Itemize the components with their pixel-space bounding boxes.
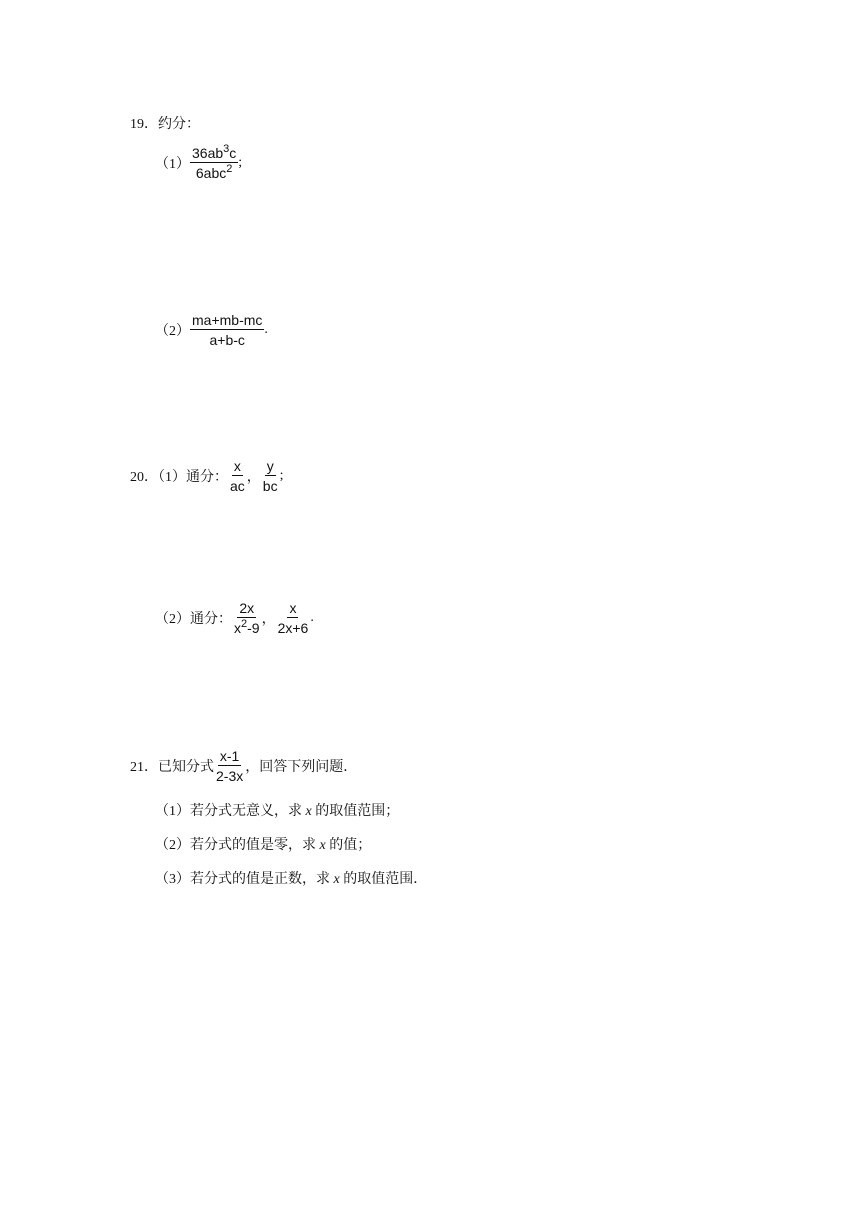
q21-item-3-text-a: （3）若分式的值是正数，求: [155, 872, 334, 887]
q19-part2-tail: .: [264, 322, 268, 337]
q20-part2: [155, 601, 314, 635]
q19-part1-tail: ;: [238, 155, 243, 170]
q21-item-3-var: x: [333, 872, 340, 887]
fraction-numerator: ma+mb-mc: [192, 312, 263, 328]
q21-item-3: [155, 868, 427, 888]
q20-part2-separator: ，: [261, 612, 276, 627]
q21-item-1-var: x: [305, 804, 312, 819]
fraction-numerator: x-1: [219, 748, 240, 764]
q19-part2-label: （2）: [155, 324, 190, 339]
fraction-denominator: bc: [262, 478, 278, 494]
q20-part1-fraction-2: [261, 459, 280, 493]
fraction-numerator: $36ab^3c$: [192, 143, 237, 161]
q19-part1: [155, 143, 243, 181]
fraction-denominator: 2x+6: [277, 620, 309, 636]
fraction-numerator: 2x: [239, 600, 255, 616]
q20-part2-fraction-2: [276, 601, 311, 635]
q21-item-3-text-b: 的取值范围．: [339, 872, 428, 887]
q19-part1-label: （1）: [155, 157, 190, 172]
fraction-denominator: a+b-c: [209, 332, 245, 348]
fraction-denominator: $x^2-9$: [234, 618, 260, 636]
q21-item-2-var: x: [319, 838, 326, 853]
q20-part2-tail: .: [310, 610, 314, 625]
fraction-denominator: 2-3x: [216, 768, 244, 784]
q20-part1-label: 20．（1）通分：: [130, 470, 228, 485]
q19-part1-fraction: [190, 143, 238, 181]
q19-part2-fraction: [190, 313, 264, 347]
fraction-numerator: x: [233, 458, 241, 474]
q21-fraction: [214, 749, 245, 783]
fraction-numerator: y: [266, 458, 274, 474]
q20-part1-fraction-1: [228, 459, 247, 493]
q21-item-1-text-b: 的取值范围；: [311, 804, 400, 819]
q20-part1-separator: ，: [246, 470, 261, 485]
q20-part2-label: （2）通分：: [155, 612, 232, 627]
q19-title: 19．约分：: [130, 117, 200, 132]
q21-item-2-text-a: （2）若分式的值是零，求: [155, 838, 320, 853]
q21-intro: [130, 749, 357, 783]
q21-item-1-text-a: （1）若分式无意义，求: [155, 804, 306, 819]
q20-part2-fraction-1: [232, 601, 262, 635]
fraction-denominator: ac: [230, 478, 245, 494]
fraction-numerator: x: [289, 600, 297, 616]
q21-item-2-text-b: 的值；: [325, 838, 372, 853]
q20-part1: [130, 459, 283, 493]
q21-intro-tail: ，回答下列问题．: [245, 760, 358, 775]
q19-part2: [155, 313, 268, 347]
q20-part1-tail: ;: [279, 468, 284, 483]
q21-item-1: [155, 800, 399, 820]
q21-intro-lead: 21．已知分式: [130, 760, 214, 775]
fraction-denominator: 6abc$^2$: [195, 163, 233, 181]
q21-item-2: [155, 834, 371, 854]
